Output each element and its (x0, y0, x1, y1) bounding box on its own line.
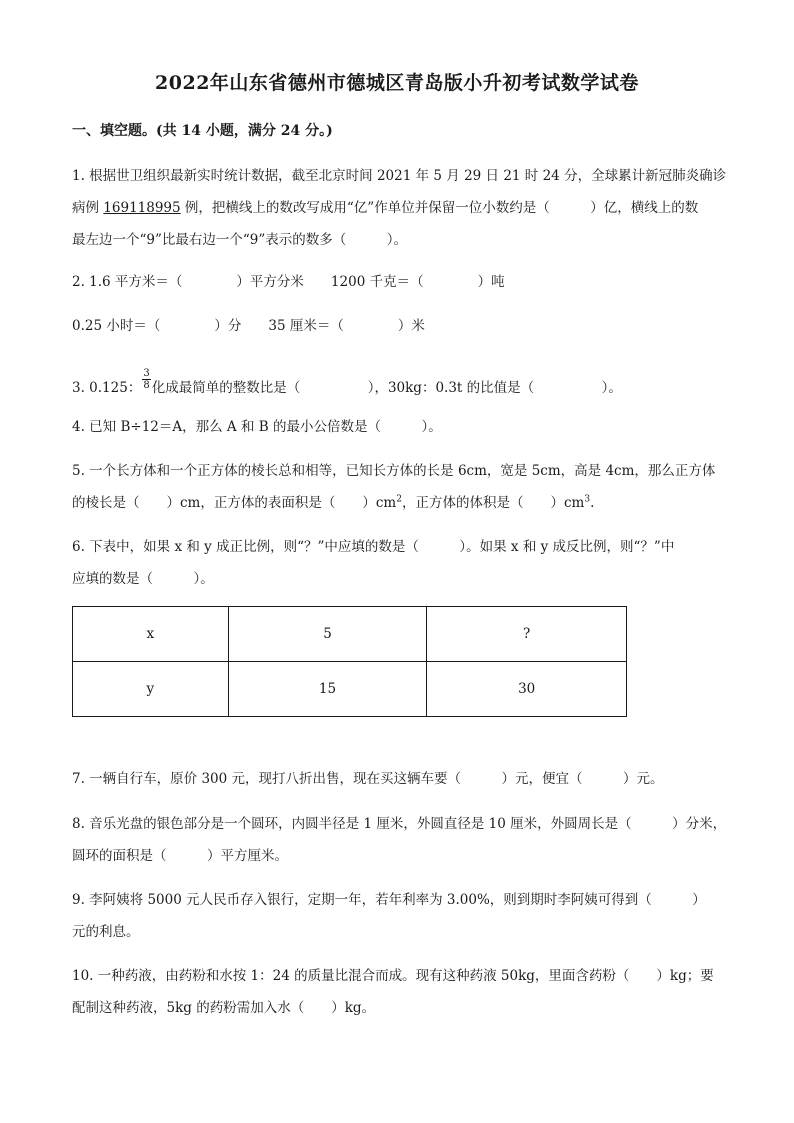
q5-line2-c: . (590, 495, 595, 511)
q5-line2 (72, 487, 722, 519)
q7-line: 7. 一辆自行车，原价 300 元，现打八折出售，现在买这辆车要（ ）元，便宜（ ）元。 (72, 771, 664, 787)
question-8 (72, 808, 727, 872)
question-5 (72, 455, 722, 519)
table-cell: ? (427, 607, 627, 662)
q6-line2: 应填的数是（ ）。 (72, 571, 214, 587)
q2-line2: 0.25 小时＝（ ）分 35 厘米＝（ ）米 (72, 318, 425, 334)
table-row (73, 607, 627, 662)
question-10 (72, 960, 722, 1024)
q10-line2: 配制这种药液，5kg 的药粉需加入水（ ）kg。 (72, 1000, 376, 1016)
question-2 (72, 266, 722, 298)
q10-line1: 10. 一种药液，由药粉和水按 1：24 的质量比混合而成。现有这种药液 50kg，里面含药粉（ ）kg；要 (72, 968, 714, 984)
q5-line2-b: ，正方体的体积是（ ）cm (401, 495, 585, 511)
table-cell: x (73, 607, 229, 662)
q1-line3: 最左边一个“9”比最右边一个“9”表示的数多（ ）。 (72, 232, 408, 248)
table-cell: y (73, 662, 229, 717)
q9-line2: 元的利息。 (72, 924, 140, 940)
question-9 (72, 884, 722, 948)
q4-line: 4. 已知 B÷12＝A，那么 A 和 B 的最小公倍数是（ ）。 (72, 419, 442, 435)
underlined-number: 169118995 (103, 200, 181, 216)
q1-line2-post: 例，把横线上的数改写成用“亿”作单位并保留一位小数约是（ ）亿，横线上的数 (180, 200, 699, 216)
q5-line2-a: 的棱长是（ ）cm，正方体的表面积是（ ）cm (72, 495, 397, 511)
exam-title: 2022年山东省德州市德城区青岛版小升初考试数学试卷 (155, 72, 639, 94)
q8-line2: 圆环的面积是（ ）平方厘米。 (72, 848, 288, 864)
table-row (73, 662, 627, 717)
q2-line1: 2. 1.6 平方米＝（ ）平方分米 1200 千克＝（ ）吨 (72, 274, 505, 290)
q5-line1: 5. 一个长方体和一个正方体的棱长总和相等，已知长方体的长是 6cm，宽是 5cm，高是 4cm，那么正方体 (72, 463, 716, 479)
q1-line1: 1. 根据世卫组织最新实时统计数据，截至北京时间 2021 年 5 月 29 日 21 时 24 分，全球累计新冠肺炎确诊 (72, 168, 727, 184)
question-4 (72, 411, 722, 443)
q6-line1: 6. 下表中，如果 x 和 y 成正比例，则“？”中应填的数是（ ）。如果 x 和 y 成反比例，则“？”中 (72, 539, 675, 555)
q1-line2-pre: 病例 (72, 200, 104, 216)
fraction (142, 368, 150, 391)
table-cell: 30 (427, 662, 627, 717)
q9-line1: 9. 李阿姨将 5000 元人民币存入银行，定期一年，若年利率为 3.00%，则到期时李阿姨可得到（ ） (72, 892, 706, 908)
section-heading: 一、填空题。(共 14 小题，满分 24 分。) (72, 123, 333, 139)
fraction-numerator: 3 (143, 368, 150, 379)
table-cell: 5 (228, 607, 427, 662)
q3-pre: 3. 0.125： (72, 380, 142, 396)
question-2-part2 (72, 310, 722, 342)
q8-line1: 8. 音乐光盘的银色部分是一个圆环，内圆半径是 1 厘米，外圆直径是 10 厘米，外圆周长是（ ）分米， (72, 816, 727, 832)
fraction-denominator: 8 (143, 380, 150, 391)
question-7 (72, 763, 722, 795)
q1-line2 (72, 192, 722, 224)
question-6 (72, 531, 722, 595)
question-3 (72, 368, 722, 404)
question-1 (72, 160, 727, 256)
proportion-table (72, 606, 627, 717)
table-cell: 15 (228, 662, 427, 717)
q3-line (72, 368, 722, 404)
q3-post: 化成最简单的整数比是（ ），30kg：0.3t 的比值是（ ）。 (151, 380, 622, 396)
q5-sup-2: 2 (396, 494, 402, 505)
q5-sup-3: 3 (584, 494, 591, 505)
